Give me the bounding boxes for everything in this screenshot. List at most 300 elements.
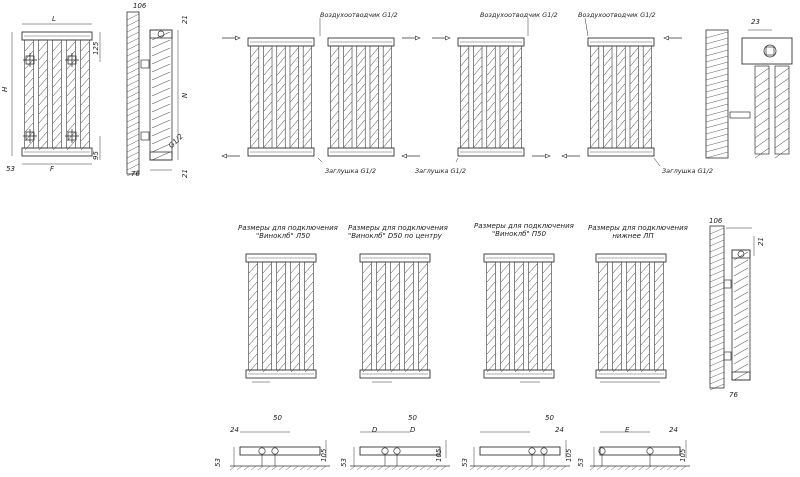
- flow-radiator-2-twist: [384, 84, 391, 93]
- conn-radiator-3-twist: [487, 345, 495, 354]
- flow-radiator-1-twist: [304, 120, 311, 129]
- flow-radiator-4-twist: [604, 66, 611, 75]
- conn-radiator-2-tube: [405, 262, 414, 370]
- flow-radiator-4-twist: [591, 48, 598, 57]
- conn-radiator-4-twist: [613, 291, 621, 300]
- conn-radiator-4-twist: [627, 363, 635, 372]
- wall-hatch: [127, 134, 139, 140]
- flow-radiator-1-twist: [277, 75, 284, 84]
- pipe-8: [647, 448, 653, 454]
- detail-twist: [775, 148, 789, 158]
- caption-2-line2: "Виноклб" D50 по центру: [348, 232, 442, 241]
- detail-wall-hatch: [706, 110, 728, 116]
- front-view-twist: [53, 132, 61, 141]
- floor-hatch: [498, 466, 503, 470]
- conn-radiator-3-twist: [487, 273, 495, 282]
- side2-twist: [734, 292, 748, 300]
- conn-radiator-2-twist: [377, 309, 385, 318]
- conn-radiator-1-twist: [291, 327, 299, 336]
- front-view-tube: [81, 40, 90, 148]
- flow-radiator-1-twist: [264, 48, 271, 57]
- conn-radiator-1-twist: [277, 345, 285, 354]
- detail-twist: [775, 128, 789, 138]
- flow-radiator-3-twist: [487, 120, 494, 129]
- flow-radiator-1-twist: [304, 48, 311, 57]
- conn-radiator-4-twist: [599, 336, 607, 345]
- flow-radiator-3-twist: [461, 57, 468, 66]
- flow-radiator-2-twist: [357, 138, 364, 147]
- flow-radiator-3-twist: [487, 129, 494, 138]
- plug-label-1: Заглушка G1/2: [325, 167, 376, 175]
- flow-radiator-3-twist: [474, 57, 481, 66]
- flow-radiator-3-twist: [461, 84, 468, 93]
- conn-radiator-4-twist: [655, 300, 663, 309]
- flow-radiator-1-twist: [277, 66, 284, 75]
- wall-hatch: [127, 122, 139, 128]
- plug-leader-2: [456, 158, 458, 162]
- flow-radiator-4-twist: [617, 75, 624, 84]
- floor-hatch: [441, 466, 446, 470]
- pipe-1: [259, 448, 265, 454]
- vent-leader-3: [585, 18, 588, 36]
- flow-radiator-1-twist: [304, 75, 311, 84]
- flow-radiator-1-twist: [264, 129, 271, 138]
- floor-hatch: [519, 466, 524, 470]
- conn-radiator-3-twist: [543, 309, 551, 318]
- flow-radiator-1-twist: [251, 111, 258, 120]
- side2-bracket-top: [724, 280, 731, 288]
- conn-radiator-1-twist: [277, 300, 285, 309]
- conn-radiator-4-twist: [655, 354, 663, 363]
- side-twist: [152, 72, 170, 80]
- conn4-dim-24: 24: [669, 426, 678, 434]
- conn-radiator-2-twist: [405, 273, 413, 282]
- side2-wall-hatch: [710, 258, 724, 264]
- side2-dim-76: 76: [729, 391, 738, 399]
- flow-radiator-3-twist: [487, 93, 494, 102]
- side-twist: [152, 112, 170, 120]
- detail-wall-hatch: [706, 56, 728, 62]
- floor-hatch: [505, 466, 510, 470]
- flow-radiator-2-twist: [384, 48, 391, 57]
- conn-radiator-3-tube: [501, 262, 510, 370]
- flow-radiator-2-twist: [384, 138, 391, 147]
- conn-radiator-2-twist: [377, 291, 385, 300]
- side-twist: [152, 48, 170, 56]
- floor-hatch: [350, 466, 355, 470]
- dim-L: L: [52, 15, 56, 23]
- floor-hatch: [653, 466, 658, 470]
- flow-radiator-3-twist: [487, 48, 494, 57]
- plug-label-3: Заглушка G1/2: [662, 167, 713, 175]
- conn-radiator-4-twist: [613, 282, 621, 291]
- flow-radiator-3-twist: [500, 129, 507, 138]
- detail-wall-hatch: [706, 134, 728, 140]
- conn1-dim-105: 105: [320, 448, 328, 462]
- flow-radiator-3-twist: [474, 111, 481, 120]
- wall-hatch: [127, 38, 139, 44]
- conn-radiator-2-twist: [377, 336, 385, 345]
- front-view-twist: [53, 105, 61, 114]
- front-view-twist: [25, 78, 33, 87]
- front-view-twist: [25, 42, 33, 51]
- side2-bracket-bottom: [724, 352, 731, 360]
- floor-hatch: [660, 466, 665, 470]
- flow-radiator-4-twist: [591, 129, 598, 138]
- flow-radiator-3-twist: [500, 111, 507, 120]
- conn-radiator-2-twist: [419, 264, 427, 273]
- flow-radiator-4-twist: [604, 129, 611, 138]
- floor-hatch: [484, 466, 489, 470]
- conn-radiator-2-twist: [405, 300, 413, 309]
- side-twist: [152, 32, 170, 40]
- conn-radiator-1-twist: [305, 363, 313, 372]
- detail-wall-hatch: [706, 38, 728, 44]
- side2-wall-hatch: [710, 330, 724, 336]
- conn-radiator-4-twist: [613, 300, 621, 309]
- conn2-dim-50: 50: [408, 414, 417, 422]
- front-view-twist: [39, 69, 47, 78]
- floor-hatch: [639, 466, 644, 470]
- detail-wall-hatch: [706, 146, 728, 152]
- detail-twist: [775, 68, 789, 78]
- flow-radiator-2-twist: [370, 75, 377, 84]
- flow-radiator-4-twist: [644, 75, 651, 84]
- wall-hatch: [127, 86, 139, 92]
- caption-1-line2: "Виноклб" Л50: [255, 232, 311, 241]
- conn-radiator-1-twist: [291, 264, 299, 273]
- conn-radiator-4-twist: [613, 318, 621, 327]
- flow-radiator-1-twist: [304, 57, 311, 66]
- conn-radiator-3-twist: [501, 282, 509, 291]
- conn-radiator-3-twist: [529, 291, 537, 300]
- flow-radiator-1-twist: [304, 102, 311, 111]
- detail-wall-hatch: [706, 98, 728, 104]
- conn-radiator-1-twist: [263, 300, 271, 309]
- dim-95: 95: [92, 151, 100, 160]
- front-view-twist: [39, 132, 47, 141]
- floor-hatch: [371, 466, 376, 470]
- conn-detail-3-collector: [480, 447, 560, 455]
- dim-125: 125: [92, 41, 100, 55]
- floor-hatch: [357, 466, 362, 470]
- side2-wall-hatch: [710, 318, 724, 324]
- conn-radiator-1-twist: [249, 264, 257, 273]
- flow-radiator-1-twist: [290, 66, 297, 75]
- floor-hatch: [540, 466, 545, 470]
- detail-twist: [775, 118, 789, 128]
- flow-radiator-1-twist: [304, 84, 311, 93]
- detail-wall-hatch: [706, 116, 728, 122]
- detail-twist: [755, 98, 769, 108]
- conn-radiator-3-twist: [515, 264, 523, 273]
- detail-twist: [775, 78, 789, 88]
- conn-radiator-1-twist: [277, 291, 285, 300]
- flow-radiator-4-twist: [617, 93, 624, 102]
- side-thread-label: G1/2: [167, 132, 185, 150]
- conn-radiator-1-twist: [249, 327, 257, 336]
- conn-radiator-2-twist: [391, 264, 399, 273]
- floor-hatch: [307, 466, 312, 470]
- wall-hatch: [127, 140, 139, 146]
- floor-hatch: [434, 466, 439, 470]
- flow-radiator-1-twist: [290, 129, 297, 138]
- wall-hatch: [127, 20, 139, 26]
- plug-leader-3: [654, 158, 660, 166]
- conn-radiator-1-twist: [277, 318, 285, 327]
- flow-radiator-1-twist: [290, 93, 297, 102]
- floor-hatch: [625, 466, 630, 470]
- flow-radiator-4-twist: [591, 66, 598, 75]
- detail-twist: [755, 88, 769, 98]
- conn-radiator-2-twist: [419, 309, 427, 318]
- flow-radiator-2-twist: [357, 129, 364, 138]
- conn-radiator-4-twist: [627, 345, 635, 354]
- flow-radiator-1-twist: [277, 102, 284, 111]
- conn-radiator-1-twist: [277, 273, 285, 282]
- detail-wall-hatch: [706, 152, 728, 158]
- side2-wall-hatch: [710, 294, 724, 300]
- conn-radiator-3-twist: [515, 354, 523, 363]
- conn-radiator-3-tube: [515, 262, 524, 370]
- conn-radiator-4-twist: [599, 345, 607, 354]
- conn-radiator-4-twist: [599, 327, 607, 336]
- conn-radiator-1-twist: [291, 282, 299, 291]
- wall-hatch: [127, 14, 139, 20]
- front-view-twist: [39, 141, 47, 150]
- conn-radiator-4-twist: [655, 264, 663, 273]
- flow-radiator-4-twist: [591, 75, 598, 84]
- flow-radiator-1-twist: [304, 93, 311, 102]
- flow-radiator-2-twist: [384, 93, 391, 102]
- front-view-twist: [53, 60, 61, 69]
- detail-twist: [755, 78, 769, 88]
- wall-hatch: [127, 146, 139, 152]
- flow-radiator-3-twist: [474, 75, 481, 84]
- flow-radiator-2-twist: [344, 120, 351, 129]
- conn-radiator-2-twist: [391, 354, 399, 363]
- front-view-twist: [67, 96, 75, 105]
- floor-hatch: [251, 466, 256, 470]
- floor-hatch: [392, 466, 397, 470]
- conn-radiator-4-twist: [641, 354, 649, 363]
- conn-radiator-2-twist: [377, 264, 385, 273]
- front-view-twist: [81, 87, 89, 96]
- flow-radiator-4-twist: [644, 111, 651, 120]
- detail-collector: [742, 38, 792, 64]
- side2-wall-hatch: [710, 384, 724, 390]
- side-twist: [152, 80, 170, 88]
- conn-radiator-1-twist: [291, 309, 299, 318]
- floor-hatch: [618, 466, 623, 470]
- floor-hatch: [561, 466, 566, 470]
- flow-radiator-3-twist: [500, 138, 507, 147]
- caption-1: [238, 224, 338, 241]
- flow-radiator-4-twist: [644, 93, 651, 102]
- detail-wall-hatch: [706, 80, 728, 86]
- conn-radiator-2-twist: [363, 291, 371, 300]
- flow-radiator-1-twist: [264, 93, 271, 102]
- conn-radiator-2-twist: [363, 309, 371, 318]
- flow-radiator-3-twist: [514, 84, 521, 93]
- conn-radiator-1-twist: [305, 291, 313, 300]
- flow-radiator-4-twist: [617, 66, 624, 75]
- side-twist: [152, 64, 170, 72]
- floor-hatch: [321, 466, 326, 470]
- conn-radiator-4-twist: [641, 336, 649, 345]
- conn-radiator-4-twist: [641, 363, 649, 372]
- conn-radiator-1-twist: [305, 327, 313, 336]
- flow-radiator-4-twist: [617, 57, 624, 66]
- conn-radiator-1-twist: [249, 354, 257, 363]
- conn-radiator-3-twist: [515, 300, 523, 309]
- side-dim-21-bottom: 21: [181, 169, 189, 178]
- flow-radiator-3-twist: [474, 48, 481, 57]
- side-bracket-bottom: [141, 132, 149, 140]
- conn-radiator-3-twist: [529, 345, 537, 354]
- pipe-2: [272, 448, 278, 454]
- detail-dim-23: 23: [751, 18, 760, 26]
- floor-hatch: [632, 466, 637, 470]
- conn1-dim-50: 50: [273, 414, 282, 422]
- flow-radiator-1-twist: [277, 120, 284, 129]
- conn-radiator-1-twist: [277, 309, 285, 318]
- detail-wall-hatch: [706, 74, 728, 80]
- front-view-twist: [81, 141, 89, 150]
- side2-wall-hatch: [710, 276, 724, 282]
- caption-3: [474, 222, 574, 239]
- conn-radiator-1-tube: [249, 262, 258, 370]
- conn-radiator-1-tube: [291, 262, 300, 370]
- conn-radiator-3-twist: [501, 309, 509, 318]
- conn-radiator-4-twist: [641, 327, 649, 336]
- arrow-out-2-head: [402, 154, 407, 158]
- conn-radiator-2-twist: [377, 363, 385, 372]
- flow-radiator-4-twist: [630, 75, 637, 84]
- conn-radiator-1-twist: [305, 336, 313, 345]
- side2-wall-hatch: [710, 312, 724, 318]
- flow-radiator-2-twist: [344, 111, 351, 120]
- conn-radiator-1-twist: [291, 345, 299, 354]
- floor-hatch: [597, 466, 602, 470]
- conn-radiator-3-twist: [515, 291, 523, 300]
- flow-radiator-4-twist: [630, 138, 637, 147]
- conn-radiator-3-twist: [487, 309, 495, 318]
- floor-hatch: [265, 466, 270, 470]
- flow-radiator-2-twist: [357, 66, 364, 75]
- side2-twist: [734, 332, 748, 340]
- vent-label-3: Воздухоотводчик G1/2: [578, 11, 656, 19]
- flow-radiator-3-twist: [514, 102, 521, 111]
- conn-radiator-2-twist: [405, 264, 413, 273]
- front-view-twist: [67, 69, 75, 78]
- flow-radiator-1-twist: [251, 57, 258, 66]
- dim-53: 53: [6, 165, 15, 173]
- flow-radiator-1-twist: [251, 84, 258, 93]
- side-twist: [152, 40, 170, 48]
- floor-hatch: [237, 466, 242, 470]
- conn-radiator-2-twist: [405, 291, 413, 300]
- flow-radiator-4-twist: [604, 93, 611, 102]
- flow-radiator-3-twist: [461, 75, 468, 84]
- caption-2: [348, 224, 448, 241]
- conn-radiator-4-twist: [599, 363, 607, 372]
- flow-radiator-4-twist: [630, 93, 637, 102]
- wall-hatch: [127, 74, 139, 80]
- front-view-twist: [67, 78, 75, 87]
- flow-radiator-4-twist: [644, 120, 651, 129]
- conn-radiator-1-twist: [291, 363, 299, 372]
- conn-radiator-4-twist: [627, 318, 635, 327]
- wall-hatch: [127, 50, 139, 56]
- floor-hatch: [293, 466, 298, 470]
- flow-radiator-2-twist: [331, 57, 338, 66]
- conn-radiator-1-twist: [305, 354, 313, 363]
- flow-radiator-2-twist: [344, 57, 351, 66]
- conn-radiator-2-twist: [419, 354, 427, 363]
- floor-hatch: [420, 466, 425, 470]
- detail-wall-hatch: [706, 86, 728, 92]
- wall-hatch: [127, 68, 139, 74]
- side2-twist: [734, 268, 748, 276]
- side2-wall-hatch: [710, 342, 724, 348]
- side2-twist: [734, 308, 748, 316]
- arrow-out-4-head: [562, 154, 567, 158]
- flow-radiator-3-twist: [500, 84, 507, 93]
- flow-radiator-1-twist: [264, 75, 271, 84]
- arrow-in-1-head: [235, 36, 240, 40]
- flow-radiator-3-twist: [461, 129, 468, 138]
- conn-radiator-4-twist: [599, 273, 607, 282]
- front-view-twist: [81, 51, 89, 60]
- wall-hatch: [127, 128, 139, 134]
- conn-radiator-3-twist: [487, 363, 495, 372]
- conn-radiator-3-twist: [501, 336, 509, 345]
- flow-radiator-2-twist: [344, 84, 351, 93]
- flow-radiator-1-twist: [304, 129, 311, 138]
- flow-radiator-2-twist: [357, 57, 364, 66]
- wall-hatch: [127, 32, 139, 38]
- flow-radiator-1-twist: [290, 84, 297, 93]
- flow-radiator-2-twist: [331, 102, 338, 111]
- floor-hatch: [667, 466, 672, 470]
- detail-twist: [755, 118, 769, 128]
- flow-radiator-1-twist: [264, 102, 271, 111]
- side-twist: [152, 120, 170, 128]
- conn-radiator-3-twist: [515, 327, 523, 336]
- flow-radiator-4-twist: [617, 102, 624, 111]
- conn-radiator-1-twist: [277, 327, 285, 336]
- conn-radiator-1-twist: [291, 336, 299, 345]
- flow-radiator-4-twist: [604, 84, 611, 93]
- conn-radiator-3-twist: [543, 345, 551, 354]
- side2-twist: [734, 340, 748, 348]
- caption-4: [588, 224, 688, 241]
- conn-radiator-3-twist: [487, 318, 495, 327]
- conn-radiator-1-tube: [305, 262, 314, 370]
- flow-radiator-3-twist: [487, 102, 494, 111]
- flow-radiator-4-twist: [630, 120, 637, 129]
- wall-hatch: [127, 80, 139, 86]
- conn-radiator-4-twist: [627, 273, 635, 282]
- conn-radiator-2-twist: [377, 318, 385, 327]
- flow-radiator-1-twist: [304, 111, 311, 120]
- flow-radiator-2-twist: [370, 138, 377, 147]
- conn-radiator-2-twist: [391, 318, 399, 327]
- flow-radiator-1-twist: [290, 138, 297, 147]
- conn-radiator-4-twist: [655, 309, 663, 318]
- conn-radiator-2-twist: [405, 345, 413, 354]
